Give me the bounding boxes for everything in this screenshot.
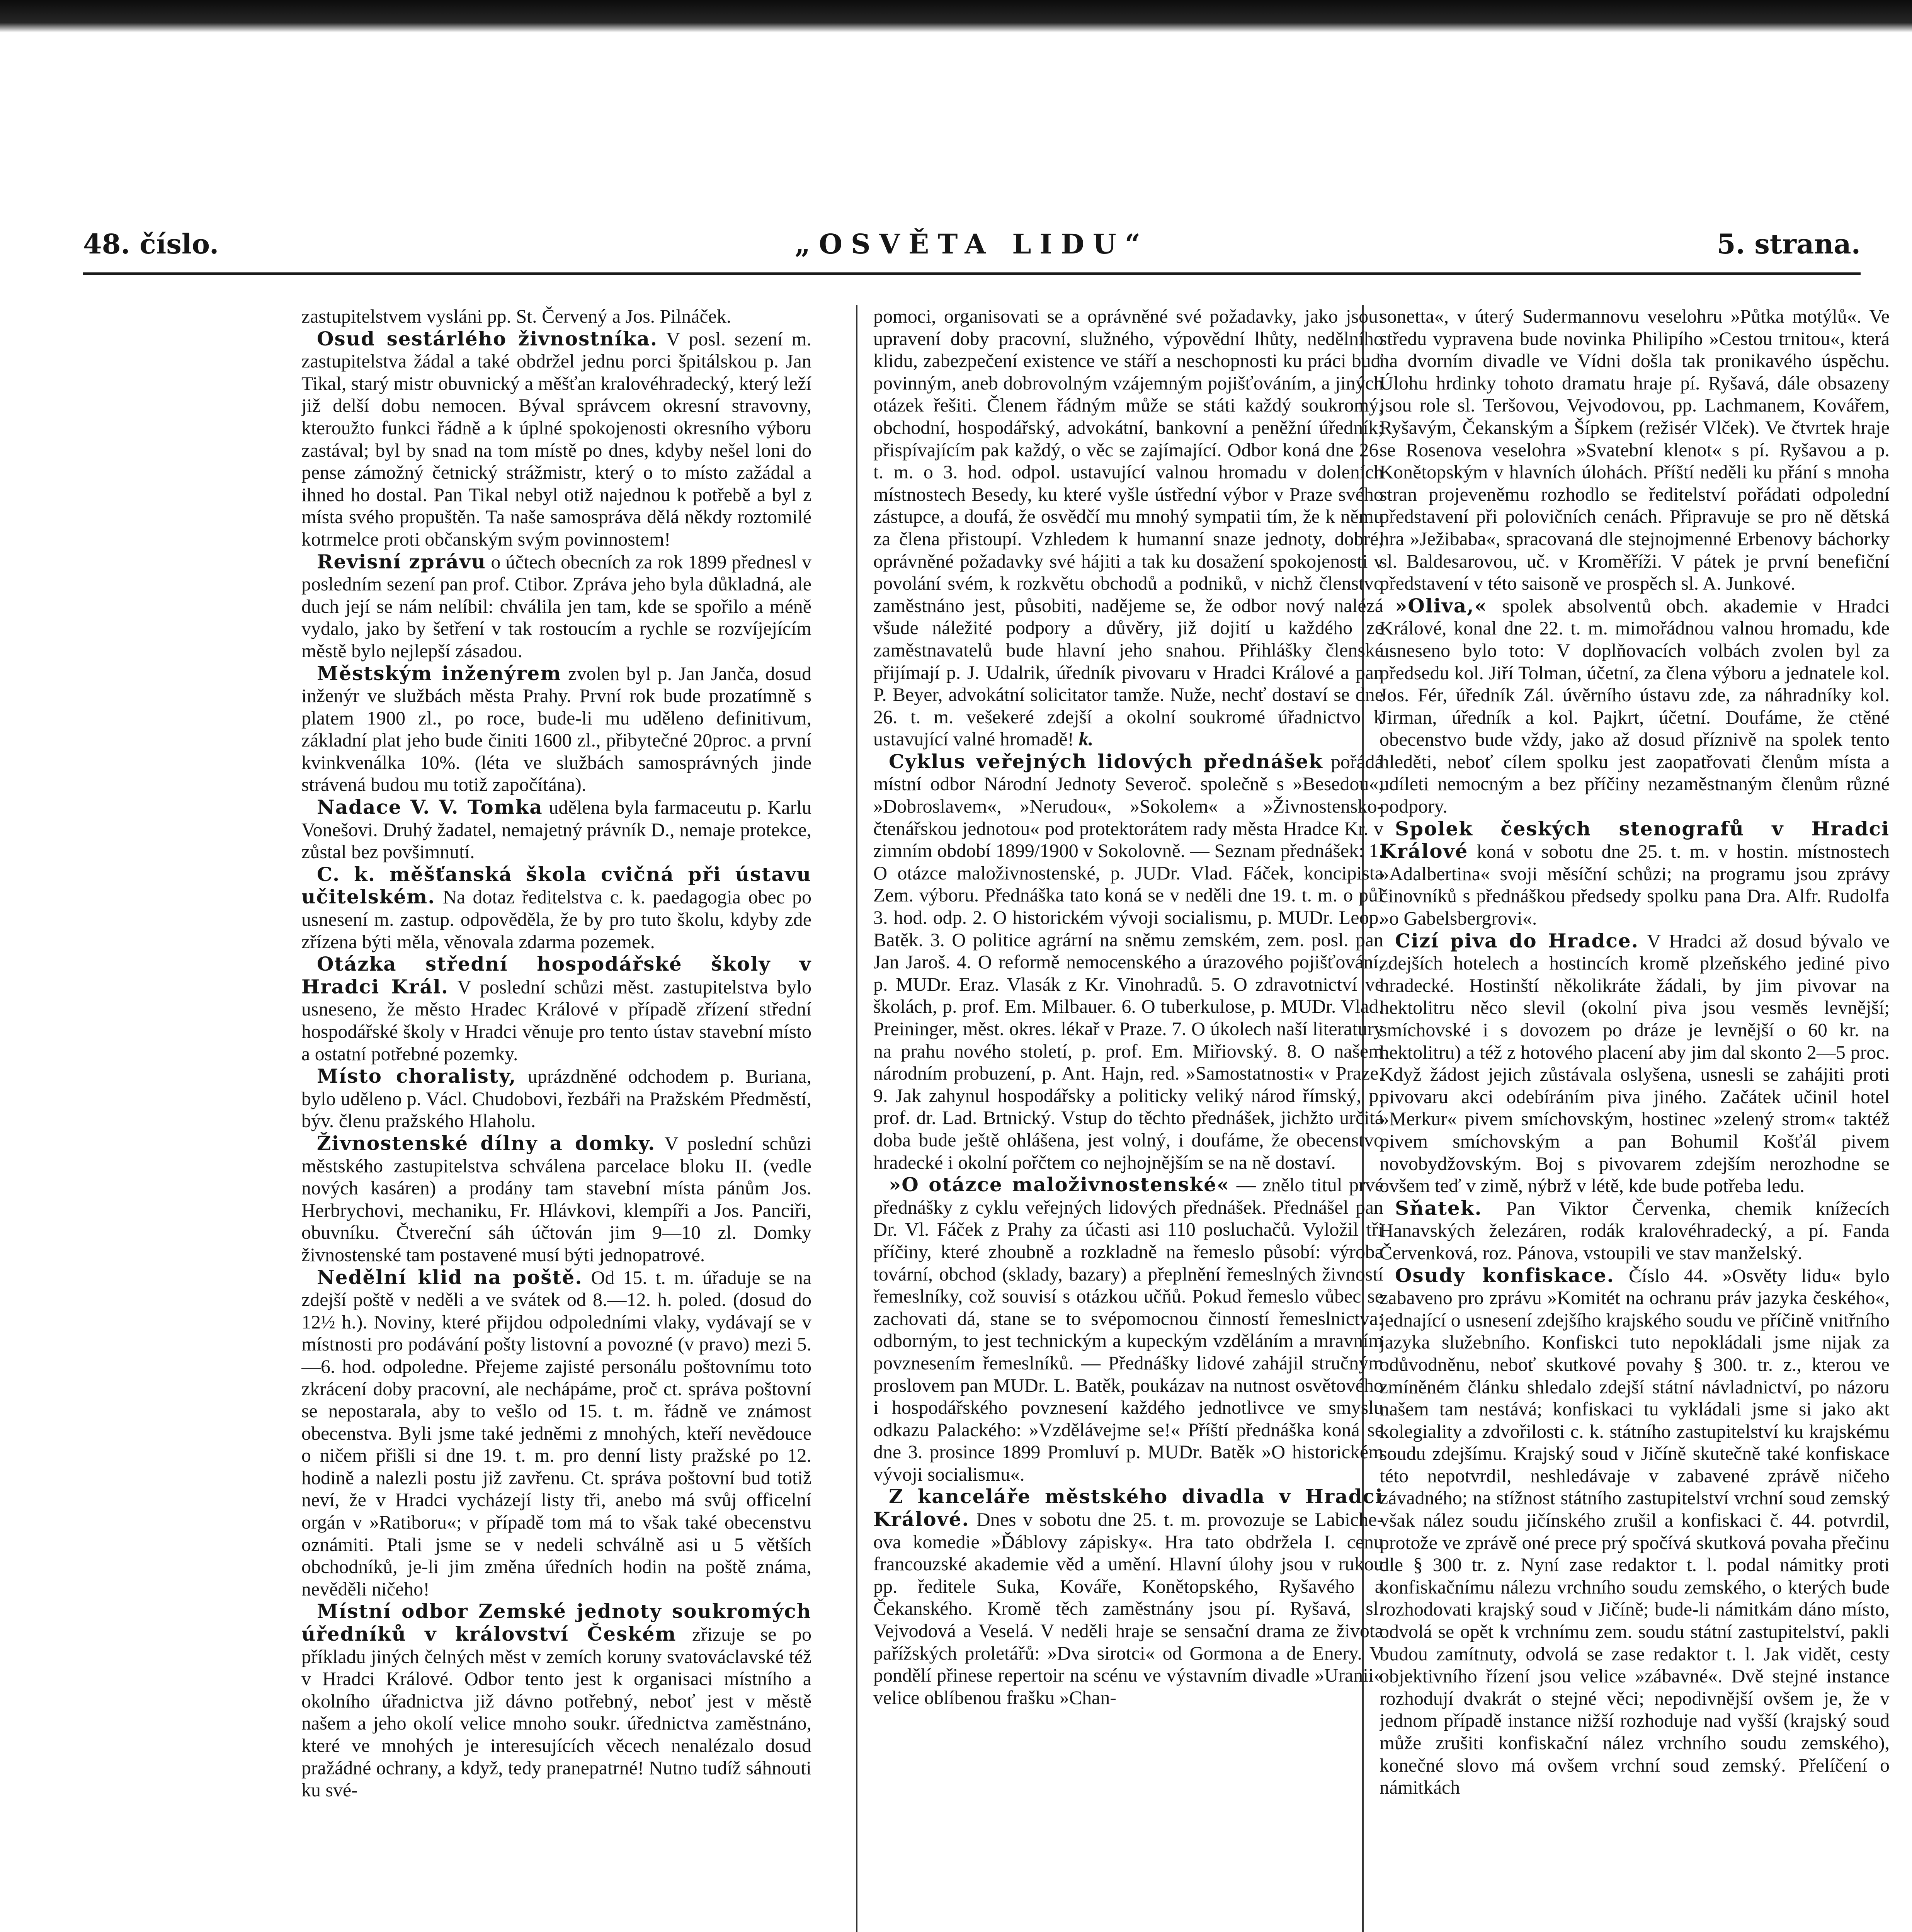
news-item [873, 1173, 1383, 1485]
news-heading: Nedělní klid na poště. [317, 1265, 583, 1289]
news-item [301, 1065, 811, 1132]
news-item [1380, 818, 1890, 930]
news-heading: C. k. měšťanská škola cvičná při ústavu učitelském. [301, 862, 811, 908]
news-item [301, 1132, 811, 1266]
news-text: Od 15. t. m. úřaduje se na zdejší poště v neděli a ve svátek od 8.—12. h. poled. (dosud do 12½ h.). Noviny, které přijdou odpoledními vlaky, vydávají se v místnosti pro podávání pošty listovní a povozné (v pravo) mezi 5.—6. hod. odpoledne. Přejeme zajisté personálu poštovnímu toto zkrácení doby pracovní, ale nechápáme, proč ct. správa poštovní se nepostarala, aby to vešlo od 15. t. m. řádně ve známost obecenstva. Byli jsme také jedněmi z mnohých, kteří nevědouce o ničem přišli si dne 19. t. m. pro denní listy pražské po 12. hodině a nalezli postu již zavřenu. Ct. správa poštovní bud totiž neví, že v Hradci vycházejí listy tři, anebo má svůj officelní orgán v »Ratiboru«; v případě tom má to však také obecenstvu oznámiti. Ptali jsme se v nedeli schválně asi u 5 větších obchodníků, je-li jim změna úředních hodin na poště známa, nevěděli ničeho! [301, 1266, 811, 1600]
issue-number: 48. číslo. [83, 228, 219, 260]
news-text: zvolen byl p. Jan Janča, dosud inženýr ve službách města Prahy. První rok bude prozatímně s platem 1900 zl., po roce, bude-li mu uděleno definitivum, základní plat jeho bude činiti 1600 zl., přibytečné 20proc. a první kvinkvenálka 10%. (léta ve službách samosprávných jinde strávená budou mu totiž započítána). [301, 662, 811, 796]
page-header [83, 228, 1861, 263]
news-item [301, 1600, 811, 1801]
news-heading: Živnostenské dílny a domky. [317, 1131, 656, 1155]
news-text: zřizuje se po příkladu jiných čelných měst v zemích koruny svatováclavské též v Hradci Králové. Odbor tento jest k organisaci místního a okolního úřadnictva již dávno potřebný, neboť jest v městě našem a jeho okolí velice mnoho soukr. úřednictva zaměstnáno, které ve mnohých je interesujících věcech nenalézalo dosud pražádné ochrany, a když, tedy pranepatrné! Nutno tudíž sáhnouti ku své- [301, 1623, 811, 1801]
author-signature: k. [1078, 728, 1094, 750]
news-heading: Revisní zprávu [317, 550, 486, 573]
news-heading: Městským inženýrem [317, 662, 562, 685]
news-item [301, 551, 811, 662]
news-heading: Otázka střední hospodářské školy v Hradci Král. [301, 952, 811, 998]
news-text: V Hradci až dosud bývalo ve zdejších hotelech a hostincích kromě plzeňského jediné pivo hradecké. Hostinští několikráte žádali, by jim pivovar na hektolitru něco slevil (okolní piva jsou vesměs levnější; smíchovské i s dovozem po dráze je levnější o 60 kr. na hektolitru) a též z hotového placení aby jim dal skonto 2—5 proc. Když žádost jejich zůstávala oslyšena, usnesli se zahájiti proti pivovaru akci odebíráním piva jiného. Začátek učinil hotel »Merkur« pivem smíchovským, hostinec »zelený strom« taktéž pivem smíchovským a pan Bohumil Košťál pivem novobydžovským. Boj s pivovarem zdejším nerozhodne se ovšem teď v zimě, nýbrž v létě, kde bude potřeba ledu. [1380, 930, 1890, 1197]
news-text: o účtech obecních za rok 1899 přednesl v posledním sezení pan prof. Ctibor. Zpráva jeho byla důkladná, ale duch její se nám nelíbil: chválila jen tam, kde se spořilo a méně vydalo, jako by šetření v tak rostoucím a rychle se rozvíjejícím městě bylo nejlepší zásadou. [301, 551, 811, 662]
news-text: udělena byla farmaceutu p. Karlu Vonešovi. Druhý žadatel, nemajetný právník D., nemaje protekce, zůstal bez povšimnutí. [301, 796, 811, 863]
news-item [873, 750, 1383, 1173]
paragraph: zastupitelstvem vysláni pp. St. Červený a Jos. Pilnáček. [301, 305, 731, 327]
news-item [1380, 930, 1890, 1197]
news-item [1380, 595, 1890, 818]
news-item [301, 328, 811, 551]
news-heading: Spolek českých stenografů v Hradci Králové [1380, 817, 1890, 863]
news-heading: »O otázce maloživnostenské« [889, 1173, 1230, 1196]
page-number: 5. strana. [1716, 228, 1861, 260]
news-heading: Cizí piva do Hradce. [1395, 929, 1639, 952]
news-item [301, 662, 811, 796]
column-middle [873, 305, 1383, 1932]
paragraph [873, 305, 1383, 750]
news-text: Pan Viktor Červenka, chemik knížecích Hanavských železáren, rodák kralovéhradecký, a pí. Fanda Červenková, roz. Pánova, vstoupili ve stav manželský. [1380, 1197, 1890, 1264]
news-text: Dnes v sobotu dne 25. t. m. provozuje se Labiche-ova komedie »Ďáblovy zápisky«. Hra tato obdržela I. cenu francouzské akademie věd a umění. Hlavní úlohy jsou v rukou pp. ředitele Suka, Kováře, Konětopského, Ryšavého a Čekanského. Kromě těch zaměstnány jsou pí. Ryšavá, sl. Vejvodová a Veselá. V neděli hraje se sensační drama ze života pařížských proletářů: »Dva sirotci« od Gormona a de Enery. V pondělí přinese repertoir na scénu ve výstavním divadle »Uranii« velice oblíbenou frašku »Chan- [873, 1509, 1383, 1708]
news-text: uprázdněné odchodem p. Buriana, bylo uděleno p. Václ. Chudobovi, řezbáři na Pražském Předměstí, býv. členu pražského Hlaholu. [301, 1065, 811, 1132]
news-text: pomoci, organisovati se a oprávněné své požadavky, jako jsou: upravení doby pracovní, služného, výpovědní lhůty, nedělního klidu, zabezpečení existence ve stáří a neschopnosti ku práci buď povinným, aneb dobrovolným vzájemným pojišťováním, a jiných otázek řešiti. Členem řádným může se státi každý soukromý, obchodní, hospodářský, advokátní, bankovní a peněžní úředník; přispívajícím pak každý, o věc se zajímající. Odbor koná dne 26. t. m. o 3. hod. odpol. ustavující valnou hromadu v doleních místnostech Besedy, ku které vyšle ústřední výbor v Praze svého zástupce, a doufá, že osvědčí mu mnohý sympatii tím, že k němu za člena přistoupí. Vzhledem k humanní snaze jednoty, dobré, oprávněné požadavky své hájiti a tak ku dosažení spokojenosti v povolání svém, k rozkvětu obchodů a podniků, v nichž členstvo zaměstnáno jest, působiti, nadějeme se, že odbor nový nalézá všude náležité podpory a důvěry, již dojití u každého ze zaměstnavatelů bude hlavní jeho snahou. Přihlášky členské přijímají p. J. Udalrik, úředník pivovaru v Hradci Králové a pan P. Beyer, advokátní solicitator tamže. Nuže, nechť dostaví se dne 26. t. m. vešekeré zdejší a okolní soukromé úřadnictvo k ustavující valné hromadě! [873, 305, 1383, 750]
news-heading: Sňatek. [1395, 1196, 1482, 1219]
column-left [301, 305, 811, 1932]
news-text: V posl. sezení m. zastupitelstva žádal a také obdržel jednu porci špitálskou p. Jan Tikal, starý mistr obuvnický a měšťan kralovéhradecký, který leží již delší dobu nemocen. Býval správcem okresní stravovny, kteroužto funkci řádně a k úplné spokojenosti okresního výboru zastával; byl by snad na tom místě po dnes, kdyby nešel loni do pense zámožný četnický strážmistr, který o to místo zažádal a ihned ho dostal. Pan Tikal nebyl otiž najednou k potřebě a byl z místa svého propuštěn. Ta naše samospráva dělá někdy roztomilé kotrmelce proti občanským svým povinnostem! [301, 328, 811, 550]
news-text: — znělo titul prvé přednášky z cyklu veřejných lidových přednášek. Přednášel pan Dr. Vl. Fáček z Prahy za účasti asi 110 posluchačů. Vyložil tři příčiny, které zhoubně a rozkladně na řemeslo působí: výroba tovární, obchod (sklady, bazary) a přeplnění řemeslných živností řemeslníky, což souvisí s otázkou učňů. Pokud řemeslo vůbec se zachovati dá, stane se to svépomocnou činností řemeslnictva: odborným, to jest technickým a kupeckým vzděláním a mravním povznesením řemeslníků. — Přednášky lidové zahájil stručným proslovem pan MUDr. L. Batěk, poukázav na nutnost osvětového i hospodářského povznesení každého jednotlivce ve smyslu odkazu Palackého: »Vzdělávejme se!« Příští přednáška koná se dne 3. prosince 1899 Promluví p. MUDr. Batěk »O historickém vývoji socialismu«. [873, 1174, 1383, 1485]
news-heading: Nadace V. V. Tomka [317, 796, 543, 819]
news-text: V poslední schůzi měst. zastupitelstva bylo usneseno, že město Hradec Králové v případě zřízení střední hospodářské školy v Hradci věnuje pro tento ústav stavební místo a ostatní potřebné pozemky. [301, 976, 811, 1065]
news-heading: Místo choralisty, [317, 1065, 517, 1088]
column-divider [856, 305, 857, 1932]
news-text: Číslo 44. »Osvěty lidu« bylo zabaveno pro zprávu »Komitét na ochranu práv jazyka českého«, jednající o usnesení zdejšího krajského soudu ve příčině vnitřního jazyka služebního. Konfiskci tuto nepokládali jsme nijak za odůvodněnu, neboť skutkové povahy § 300. tr. z., kterou ve zmíněném článku shledalo zdejší státní návladnictví, po názoru našem tam nestává; konfiskaci tu vykládali jsme si jako akt kolegiality a zdvořilosti c. k. státního zastupitelství ku krajskému soudu zdejšímu. Krajský soud v Jičíně skutečně také konfiskace této nepotvrdil, neshledávaje v zabavené zprávě ničeho závadného; na stížnost státního zastupitelství vrchní soud zemský však nález soudu jičínského zrušil a konfiskaci č. 44. potvrdil, protože ve zprávě oné prece prý spočívá skutková povaha přečinu dle § 300 tr. z. Nyní zase redaktor t. l. podal námitky proti konfiskačnímu nálezu vrchního soudu zemského, o kterých bude rozhodovati krajský soud v Jičíně; bude-li námitkám dáno místo, odvolá se opět k vrchnímu zem. soudu státní zastupitelství, pakli budou zamítnuty, odvolá se zase redaktor t. l. Jak vidět, cesty objektivního řízení jsou velice »zábavné«. Dvě stejné instance rozhodují dvakrát o stejné věci; nepodivnější ovšem je, že v jednom případě instance nižší rozhoduje nad vyšší (krajský soud může zrušiti konfiskační nález vrchního soudu zemského), konečné slovo má ovšem vrchní soud zemský. Přelíčení o námitkách [1380, 1264, 1890, 1798]
news-text: V poslední schůzi městského zastupitelstva schválena parcelace bloku II. (vedle nových kasáren) a prodány tam stavební místa pánům Jos. Herbrychovi, mechaniku, Fr. Hlávkovi, klempíři a Jos. Panciři, obuvníku. Čtvereční sáh účtován jim 9—10 zl. Domky živnostenské tam postavené musí býti jednopatrové. [301, 1132, 811, 1265]
news-heading: Osud sestárlého živnostníka. [317, 327, 658, 350]
news-item [301, 796, 811, 863]
news-heading: Cyklus veřejných lidových přednášek [889, 750, 1323, 773]
news-heading: »Oliva,« [1395, 594, 1487, 617]
news-text: spolek absolventů obch. akademie v Hradci Králové, konal dne 22. t. m. mimořádnou valnou hromadu, kde usneseno bylo toto: V doplňovacích volbách zvolen byl za předsedu kol. Jiří Tolman, účetní, za člena výboru a jednatele kol. Jos. Fér, úředník Zál. úvěrního ústavu zde, za náhradníky kol. Jirman, úředník a kol. Pajkrt, účetní. Doufáme, že ctěné obecenstvo bude vždy, jako až dosud příznivě na spolek tento hleděti, neboť cílem spolku jest zaopatřovati členům místa a udíleti nemocným a bez příčiny nezaměstnaným členům různé podpory. [1380, 595, 1890, 817]
news-item [1380, 1264, 1890, 1799]
scan-top-band [0, 0, 1912, 32]
column-right [1380, 305, 1890, 1932]
news-text: koná v sobotu dne 25. t. m. v hostin. místnostech »Adalbertina« svoji měsíční schůzi; na programu jsou zprávy činovníků s přednáškou předsedy spolku pana Dra. Alfr. Rudolfa »o Gabelsbergrovi«. [1380, 840, 1890, 929]
news-heading: Místní odbor Zemské jednoty soukromých úředníků v království Českém [301, 1600, 811, 1646]
news-item [873, 1485, 1383, 1709]
news-item [301, 1266, 811, 1600]
news-heading: Z kanceláře městského divadla v Hradci Králové. [873, 1485, 1383, 1531]
news-text: Na dotaz ředitelstva c. k. paedagogia obec po usnesení m. zastup. odpověděla, že by pro tuto školu, kdyby zde zřízena býti měla, věnovala zdarma pozemek. [301, 886, 811, 952]
news-item [301, 863, 811, 953]
header-rule [83, 272, 1861, 275]
news-item [1380, 1197, 1890, 1264]
news-item [301, 953, 811, 1065]
news-heading: Osudy konfiskace. [1395, 1264, 1614, 1287]
paragraph: sonetta«, v úterý Sudermannovu veselohru »Půtka motýlů«. Ve středu vypravena bude novinka Philipího »Cestou trnitou«, která na dvorním divadle ve Vídni došla tak pronikavého úspěchu. Úlohu hrdinky tohoto dramatu hraje pí. Ryšavá, dále obsazeny jsou role sl. Teršovou, Vejvodovou, pp. Lachmanem, Kovářem, Ryšavým, Čekanským a Šípkem (režisér Vlček). Ve čtvrtek hraje se Rosenova veselohra »Svatební klenot« s pí. Ryšavou a p. Konětopským v hlavních úlohách. Příští neděli ku přání s mnoha stran projeveněmu rozhodlo se ředitelství pořádati odpolední představení při polovičních cenách. Připravuje se pro ně dětská hra »Ježibaba«, spracovaná dle stejnojmenné Erbenovy báchorky sl. Baldesarovou, uč. v Kroměříži. V pátek je první benefiční představení v této saisoně ve prospěch sl. A. Junkové. [1380, 305, 1890, 594]
news-text: pořádá místní odbor Národní Jednoty Severoč. společně s »Besedou«, »Dobroslavem«, »Nerudou«, »Sokolem« a »Živnostensko-čtenářskou jednotou« pod protektorátem rady města Hradce Kr. v zimním období 1899/1900 v Sokolovně. — Seznam přednášek: 1. O otázce maloživnostenské, p. JUDr. Vlad. Fáček, koncipista Zem. výboru. Přednáška tato koná se v neděli dne 19. t. m. o půl 3. hod. odp. 2. O historickém vývoji socialismu, p. MUDr. Leop. Batěk. 3. O politice agrární na sněmu zemském, zem. posl. pan Jan Jaroš. 4. O reformě nemocenského a úrazového pojišťování, p. MUDr. Eraz. Vlasák z Kr. Vinohradů. 5. O zdravotnictví ve školách, p. prof. Em. Milbauer. 6. O tuberkulose, p. MUDr. Vlad. Preininger, měst. okres. lékař v Praze. 7. O úkolech naší literatury na prahu nového století, p. prof. Em. Miřiovský. 8. O našem národním probuzení, p. Ant. Hajn, red. »Samostatnosti« v Praze. 9. Jak zahynul hospodářsky a politicky veliký národ římský, p. prof. dr. Lad. Brtnický. Vstup do těchto přednášek, jichžto určitá doba bude ještě ohlášena, jest volný, i doufáme, že obecenstvo hradecké i okolní pořčtem co nejhojnějším se na ně dostaví. [873, 750, 1383, 1173]
masthead-title: „OSVĚTA LIDU“ [794, 228, 1149, 260]
